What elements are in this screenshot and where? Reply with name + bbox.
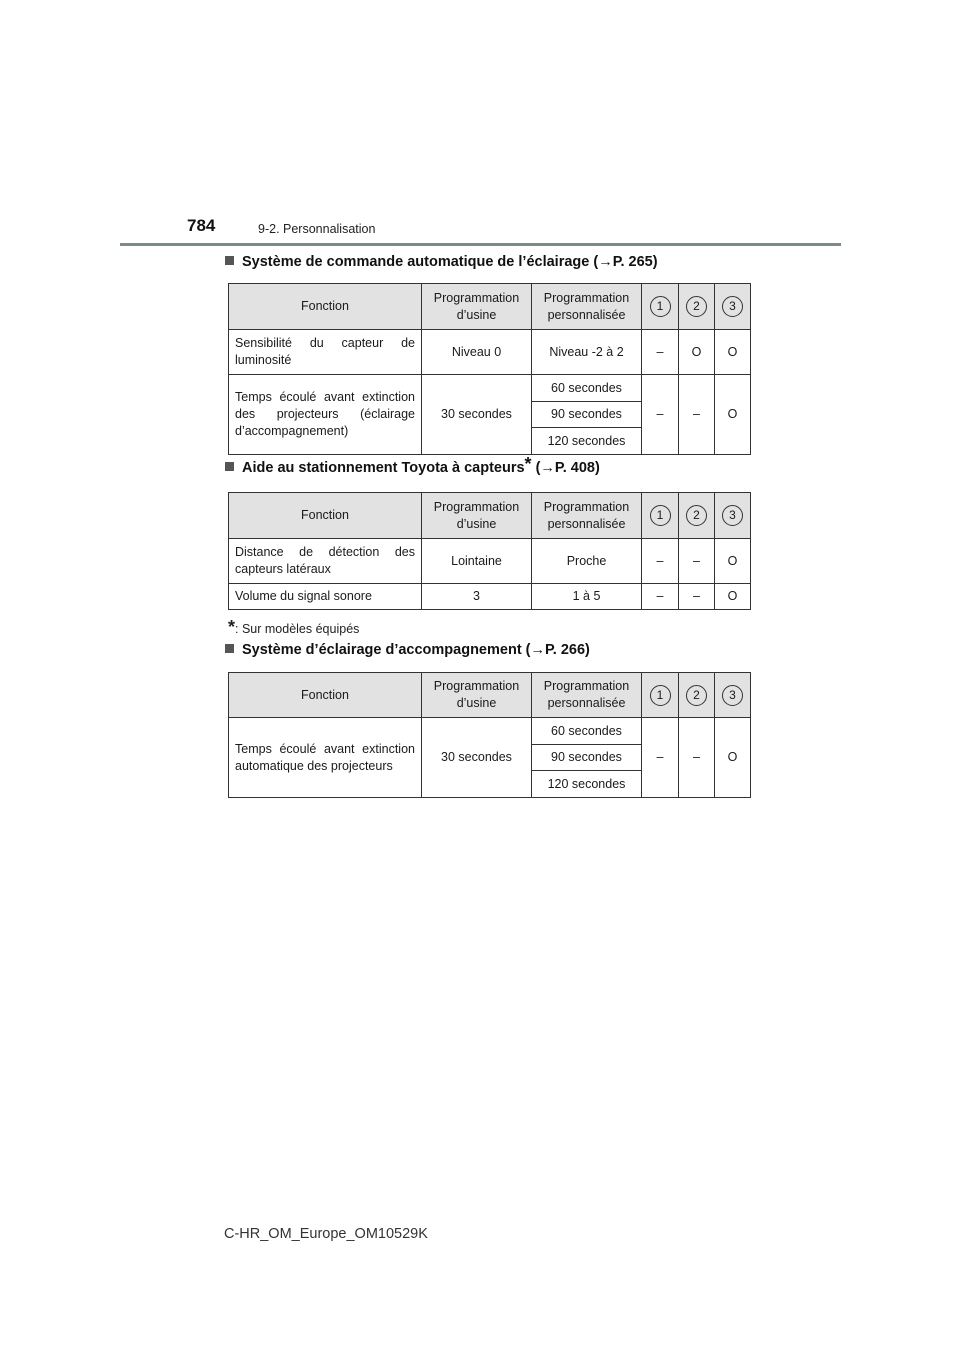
table-header-row	[229, 493, 751, 539]
col-usine: Programmation d’usine	[422, 673, 532, 718]
col-1	[642, 493, 679, 539]
cell-c1: –	[642, 584, 679, 610]
settings-table-eclairage-accompagnement	[228, 672, 751, 798]
heading-open-paren: (	[531, 460, 541, 476]
document-code: C-HR_OM_Europe_OM10529K	[224, 1226, 428, 1242]
col-3	[715, 673, 751, 718]
cell-c1: –	[642, 718, 679, 798]
cell-c3: O	[715, 539, 751, 584]
cell-usine: Niveau 0	[422, 330, 532, 375]
col-fonction: Fonction	[229, 493, 422, 539]
col-2	[679, 673, 715, 718]
cell-perso: 60 secondes	[532, 375, 642, 402]
footnote-text: : Sur modèles équipés	[235, 622, 360, 636]
cell-c2: –	[679, 539, 715, 584]
cell-perso: Niveau -2 à 2	[532, 330, 642, 375]
table-row	[229, 584, 751, 610]
square-bullet-icon	[225, 644, 234, 653]
circled-1-icon: 1	[650, 685, 671, 706]
circled-1-icon: 1	[650, 296, 671, 317]
table-header-row	[229, 673, 751, 718]
cell-c3: O	[715, 718, 751, 798]
footnote-star: *	[524, 454, 532, 475]
col-2	[679, 284, 715, 330]
col-1	[642, 284, 679, 330]
col-3	[715, 284, 751, 330]
cell-fonction: Temps écoulé avant extinction des projecteurs (éclairage d’accompagnement)	[229, 375, 422, 455]
cell-fonction: Temps écoulé avant extinction automatique des projecteurs	[229, 718, 422, 798]
circled-3-icon: 3	[722, 505, 743, 526]
col-2	[679, 493, 715, 539]
cell-usine: 30 secondes	[422, 375, 532, 455]
cell-usine: 30 secondes	[422, 718, 532, 798]
cell-perso: 60 secondes	[532, 718, 642, 745]
cell-fonction: Volume du signal sonore	[229, 584, 422, 610]
arrow-icon: →	[540, 460, 555, 476]
page-number: 784	[187, 216, 216, 235]
cell-c2: –	[679, 584, 715, 610]
col-usine: Programmation d’usine	[422, 284, 532, 330]
section-heading-aide-stationnement	[225, 454, 600, 476]
circled-3-icon: 3	[722, 685, 743, 706]
page-ref-link[interactable]: P. 266)	[545, 642, 590, 658]
arrow-icon: →	[530, 642, 545, 658]
col-fonction: Fonction	[229, 284, 422, 330]
cell-c2: –	[679, 718, 715, 798]
col-1	[642, 673, 679, 718]
page-ref-link[interactable]: P. 265)	[612, 254, 658, 270]
section-label: 9-2. Personnalisation	[258, 222, 376, 236]
table-row	[229, 539, 751, 584]
header-rule	[120, 243, 841, 246]
circled-2-icon: 2	[686, 685, 707, 706]
col-fonction: Fonction	[229, 673, 422, 718]
circled-2-icon: 2	[686, 296, 707, 317]
table-row	[229, 718, 751, 745]
table-row	[229, 330, 751, 375]
cell-perso: 120 secondes	[532, 428, 642, 455]
circled-3-icon: 3	[722, 296, 743, 317]
cell-perso: Proche	[532, 539, 642, 584]
circled-1-icon: 1	[650, 505, 671, 526]
cell-usine: Lointaine	[422, 539, 532, 584]
cell-c2: –	[679, 375, 715, 455]
settings-table-aide-stationnement	[228, 492, 751, 610]
cell-c1: –	[642, 375, 679, 455]
cell-fonction: Distance de détection des capteurs latéraux	[229, 539, 422, 584]
square-bullet-icon	[225, 256, 234, 265]
section-heading-eclairage-accompagnement	[225, 642, 590, 658]
heading-text: Système d’éclairage d’accompagnement (	[242, 642, 531, 658]
cell-c2: O	[679, 330, 715, 375]
col-3	[715, 493, 751, 539]
col-usine: Programmation d’usine	[422, 493, 532, 539]
cell-perso: 90 secondes	[532, 402, 642, 428]
cell-c3: O	[715, 584, 751, 610]
arrow-icon: →	[598, 254, 613, 270]
footnote-star: *	[228, 617, 236, 637]
cell-perso: 1 à 5	[532, 584, 642, 610]
square-bullet-icon	[225, 462, 234, 471]
circled-2-icon: 2	[686, 505, 707, 526]
table-row	[229, 375, 751, 402]
cell-perso: 120 secondes	[532, 771, 642, 798]
cell-usine: 3	[422, 584, 532, 610]
col-perso: Programmation personnalisée	[532, 673, 642, 718]
cell-c1: –	[642, 330, 679, 375]
footnote	[228, 617, 359, 638]
settings-table-eclairage-auto	[228, 283, 751, 455]
col-perso: Programmation personnalisée	[532, 493, 642, 539]
cell-fonction: Sensibilité du capteur de luminosité	[229, 330, 422, 375]
cell-perso: 90 secondes	[532, 745, 642, 771]
section-heading-eclairage-auto	[225, 254, 658, 270]
cell-c1: –	[642, 539, 679, 584]
col-perso: Programmation personnalisée	[532, 284, 642, 330]
table-header-row	[229, 284, 751, 330]
heading-text: Aide au stationnement Toyota à capteurs	[242, 460, 525, 476]
page-ref-link[interactable]: P. 408)	[554, 460, 600, 476]
heading-text: Système de commande automatique de l’éclairage (	[242, 254, 599, 270]
cell-c3: O	[715, 375, 751, 455]
cell-c3: O	[715, 330, 751, 375]
